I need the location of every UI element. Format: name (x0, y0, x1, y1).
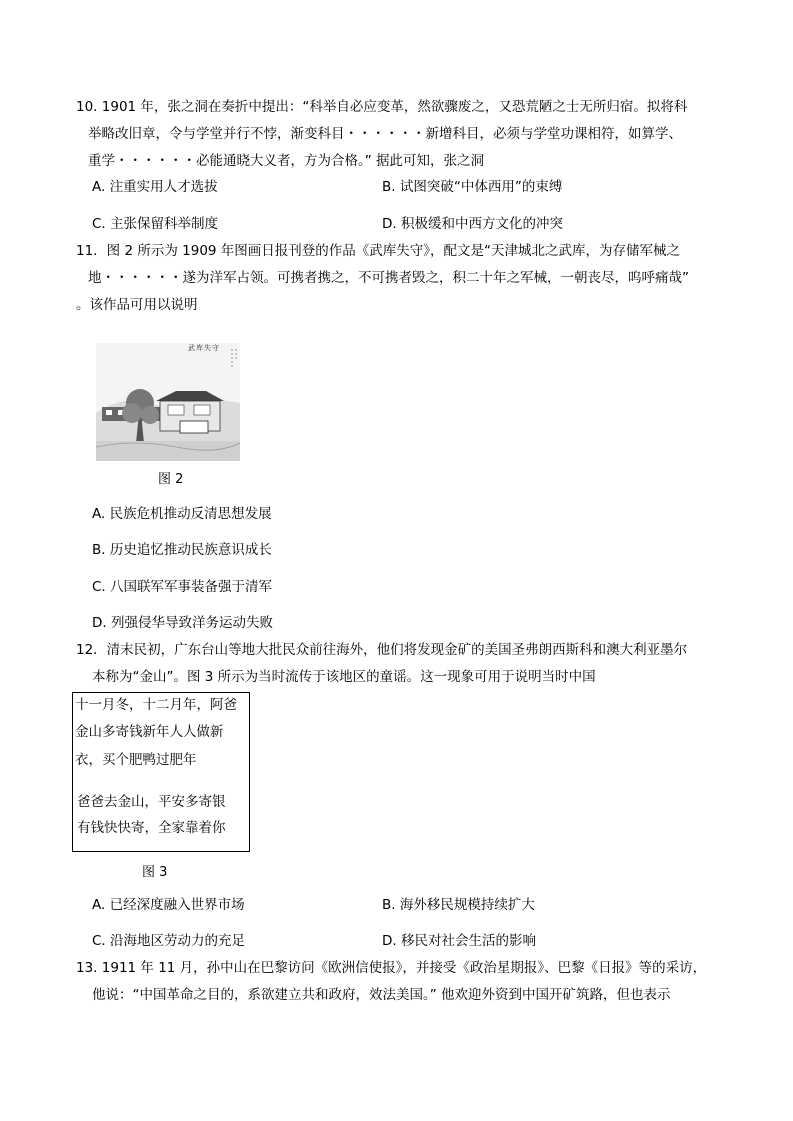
q11-option-d[interactable]: D. 列强侵华导致洋务运动失败 (92, 615, 273, 631)
q12-option-c[interactable]: C. 沿海地区劳动力的充足 (92, 933, 246, 949)
q12-stem-line-1: 12．清末民初，广东台山等地大批民众前往海外，他们将发现金矿的美国圣弗朗西斯科和澳大利亚墨尔 (76, 642, 688, 658)
rhyme-line-1: 十一月冬，十二月年，阿爸 (75, 697, 237, 713)
q11-stem-line-3: 。该作品可用以说明 (76, 297, 198, 313)
q10-stem-line-3: 重学・・・・・・必能通晓大义者，方为合格。” 据此可知，张之洞 (88, 153, 485, 169)
q10-stem-line-1: 10. 1901 年，张之洞在奏折中提出：“科举自必应变革，然欲骤废之，又恐荒陋之士无所归宿。拟将科 (76, 99, 688, 115)
q13-stem-line-2: 他说：“中国革命之目的，系欲建立共和政府，效法美国。” 他欢迎外资到中国开矿筑路，但也表示 (92, 987, 671, 1003)
rhyme-line-3: 衣，买个肥鸭过肥年 (75, 752, 197, 768)
q12-option-b[interactable]: B. 海外移民规模持续扩大 (382, 897, 535, 913)
figure-3-caption: 图 3 (142, 865, 168, 880)
rhyme-line-2: 金山多寄钱新年人人做新 (75, 724, 224, 740)
q11-stem-line-2: 地・・・・・・遂为洋军占领。可携者携之，不可携者毁之，积二十年之军械，一朝丧尽，呜呼痛哉” (88, 270, 689, 286)
q10-option-d[interactable]: D. 积极缓和中西方文化的冲突 (382, 216, 563, 232)
q12-stem-line-2: 本称为“金山”。图 3 所示为当时流传于该地区的童谣。这一现象可用于说明当时中国 (92, 669, 596, 685)
rhyme-line-5: 有钱快快寄，全家靠着你 (77, 820, 226, 836)
figure-3-rhyme-box (72, 692, 250, 852)
q10-stem-line-2: 举略改旧章，令与学堂并行不悖，渐变科目・・・・・・新增科目，必须与学堂功课相符，如算学、 (88, 126, 682, 142)
q10-option-a[interactable]: A. 注重实用人才选拔 (92, 179, 218, 195)
rhyme-line-4: 爸爸去金山，平安多寄银 (77, 794, 226, 810)
q13-stem-line-1: 13. 1911 年 11 月，孙中山在巴黎访问《欧洲信使报》，并接受《政治星期报》、巴黎《日报》等的采访， (76, 960, 707, 976)
q11-option-a[interactable]: A. 民族危机推动反清思想发展 (92, 506, 272, 522)
q10-option-b[interactable]: B. 试图突破“中体西用”的束缚 (382, 179, 563, 195)
q11-option-c[interactable]: C. 八国联军军事装备强于清军 (92, 579, 273, 595)
q12-option-d[interactable]: D. 移民对社会生活的影响 (382, 933, 536, 949)
figure-2-illustration (96, 343, 240, 461)
q12-option-a[interactable]: A. 已经深度融入世界市场 (92, 897, 245, 913)
q11-option-b[interactable]: B. 历史追忆推动民族意识成长 (92, 542, 272, 558)
q11-stem-line-1: 11．图 2 所示为 1909 年图画日报刊登的作品《武库失守》，配文是“天津城北之武库，为存储军械之 (76, 243, 681, 259)
figure-2-title: 武库失守 (188, 344, 220, 352)
figure-2-caption: 图 2 (158, 472, 184, 487)
q10-option-c[interactable]: C. 主张保留科举制度 (92, 216, 219, 232)
